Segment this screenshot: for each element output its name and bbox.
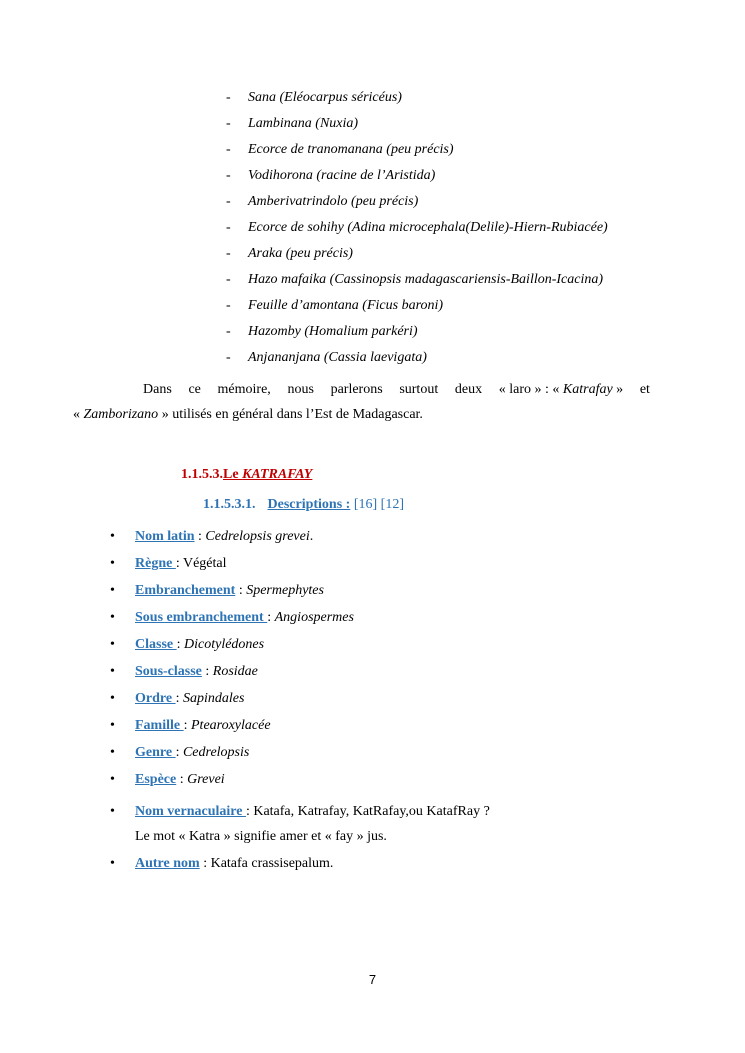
plant-list xyxy=(226,88,608,374)
plant-name: Feuille d’amontana (Ficus baroni) xyxy=(248,298,444,313)
classification-key: Embranchement xyxy=(135,583,236,598)
plant-name: Amberivatrindolo (peu précis) xyxy=(248,194,419,209)
plant-list-item xyxy=(226,192,608,218)
intro-word: surtout xyxy=(399,382,439,397)
intro-word: mémoire, xyxy=(217,382,271,397)
intro-word: Dans xyxy=(143,382,172,397)
plant-list-item xyxy=(226,270,608,296)
classification-value: Katafa, Katrafay, KatRafay,ou KatafRay ? xyxy=(253,804,490,819)
classification-value: Cedrelopsis xyxy=(182,745,250,760)
plant-name: Sana (Eléocarpus séricéus) xyxy=(248,90,402,105)
bullet-icon: • xyxy=(110,718,115,733)
dash-marker: - xyxy=(226,194,231,209)
intro-paragraph xyxy=(73,377,650,427)
classification-item: • Sous embranchement : Angiospermes xyxy=(110,608,670,635)
classification-item: • Espèce : Grevei xyxy=(110,770,670,797)
classification-item: • Sous-classe : Rosidae xyxy=(110,662,670,689)
plant-name: Ecorce de sohihy (Adina microcephala(Delile)-Hiern-Rubiacée) xyxy=(248,220,608,235)
classification-value: Grevei xyxy=(187,772,225,787)
classification-item: • Embranchement : Spermephytes xyxy=(110,581,670,608)
classification-list xyxy=(110,527,670,874)
bullet-icon: • xyxy=(110,556,115,571)
bullet-icon: • xyxy=(110,637,115,652)
classification-key: Genre xyxy=(135,745,176,760)
classification-value: Angiospermes xyxy=(274,610,354,625)
classification-key: Famille xyxy=(135,718,184,733)
classification-value: Spermephytes xyxy=(246,583,324,598)
plant-list-item xyxy=(226,296,608,322)
bullet-icon: • xyxy=(110,804,115,819)
classification-key: Nom latin xyxy=(135,529,195,544)
classification-item: • Famille : Ptearoxylacée xyxy=(110,716,670,743)
plant-list-item xyxy=(226,244,608,270)
classification-value: Ptearoxylacée xyxy=(191,718,271,733)
classification-item: • Autre nom : Katafa crassisepalum. xyxy=(110,854,670,874)
plant-list-item xyxy=(226,166,608,192)
intro-word: et xyxy=(639,382,650,397)
dash-marker: - xyxy=(226,142,231,157)
plant-name: Anjananjana (Cassia laevigata) xyxy=(248,350,427,365)
plant-list-item xyxy=(226,140,608,166)
plant-list-item xyxy=(226,114,608,140)
intro-word: ce xyxy=(188,382,201,397)
bullet-icon: • xyxy=(110,664,115,679)
intro-line-1 xyxy=(73,377,650,402)
dash-marker: - xyxy=(226,298,231,313)
plant-name: Hazomby (Homalium parkéri) xyxy=(248,324,418,339)
classification-item: • Nom vernaculaire : Katafa, Katrafay, KatRafay,ou KatafRay ? Le mot « Katra » signifie amer et « fay » jus. xyxy=(110,802,670,847)
classification-key: Espèce xyxy=(135,772,177,787)
bullet-icon: • xyxy=(110,529,115,544)
bullet-icon: • xyxy=(110,691,115,706)
intro-line-2: « Zamborizano » utilisés en général dans l’Est de Madagascar. xyxy=(73,407,423,422)
classification-value: Végétal xyxy=(182,556,227,571)
classification-value: Dicotylédones xyxy=(184,637,265,652)
section-heading-katrafay: 1.1.5.3.Le KATRAFAY xyxy=(181,467,313,482)
bullet-icon: • xyxy=(110,856,115,871)
classification-value: Sapindales xyxy=(182,691,245,706)
classification-key: Autre nom xyxy=(135,856,200,871)
plant-name: Hazo mafaika (Cassinopsis madagascariensis-Baillon-Icacina) xyxy=(248,272,604,287)
plant-name: Ecorce de tranomanana (peu précis) xyxy=(248,142,454,157)
classification-key: Sous embranchement xyxy=(135,610,268,625)
bullet-icon: • xyxy=(110,583,115,598)
classification-value: Cedrelopsis grevei xyxy=(205,529,310,544)
dash-marker: - xyxy=(226,350,231,365)
classification-item: • Ordre : Sapindales xyxy=(110,689,670,716)
dash-marker: - xyxy=(226,116,231,131)
dash-marker: - xyxy=(226,168,231,183)
classification-key: Classe xyxy=(135,637,177,652)
intro-laro-phrase: « laro » : « Katrafay » xyxy=(498,382,624,397)
plant-list-item xyxy=(226,348,608,374)
plant-list-item xyxy=(226,218,608,244)
bullet-icon: • xyxy=(110,610,115,625)
plant-name: Araka (peu précis) xyxy=(248,246,353,261)
classification-key: Nom vernaculaire xyxy=(135,804,246,819)
dash-marker: - xyxy=(226,272,231,287)
dash-marker: - xyxy=(226,324,231,339)
vernacular-note: Le mot « Katra » signifie amer et « fay » jus. xyxy=(135,829,387,844)
subsection-heading-descriptions: 1.1.5.3.1. Descriptions : [16] [12] xyxy=(203,497,404,512)
plant-list-item xyxy=(226,322,608,348)
intro-word: parlerons xyxy=(330,382,383,397)
dash-marker: - xyxy=(226,246,231,261)
classification-item: • Règne : Végétal xyxy=(110,554,670,581)
classification-value: Rosidae xyxy=(212,664,258,679)
intro-word: deux xyxy=(454,382,483,397)
dash-marker: - xyxy=(226,220,231,235)
page-number: 7 xyxy=(368,972,377,987)
classification-key: Règne xyxy=(135,556,176,571)
dash-marker: - xyxy=(226,90,231,105)
classification-value: Katafa crassisepalum. xyxy=(210,856,334,871)
plant-name: Lambinana (Nuxia) xyxy=(248,116,359,131)
classification-item: • Nom latin : Cedrelopsis grevei. xyxy=(110,527,670,554)
plant-list-item xyxy=(226,88,608,114)
classification-key: Sous-classe xyxy=(135,664,202,679)
classification-key: Ordre xyxy=(135,691,176,706)
plant-name: Vodihorona (racine de l’Aristida) xyxy=(248,168,436,183)
bullet-icon: • xyxy=(110,745,115,760)
bullet-icon: • xyxy=(110,772,115,787)
classification-item: • Genre : Cedrelopsis xyxy=(110,743,670,770)
intro-word: nous xyxy=(287,382,314,397)
classification-item: • Classe : Dicotylédones xyxy=(110,635,670,662)
